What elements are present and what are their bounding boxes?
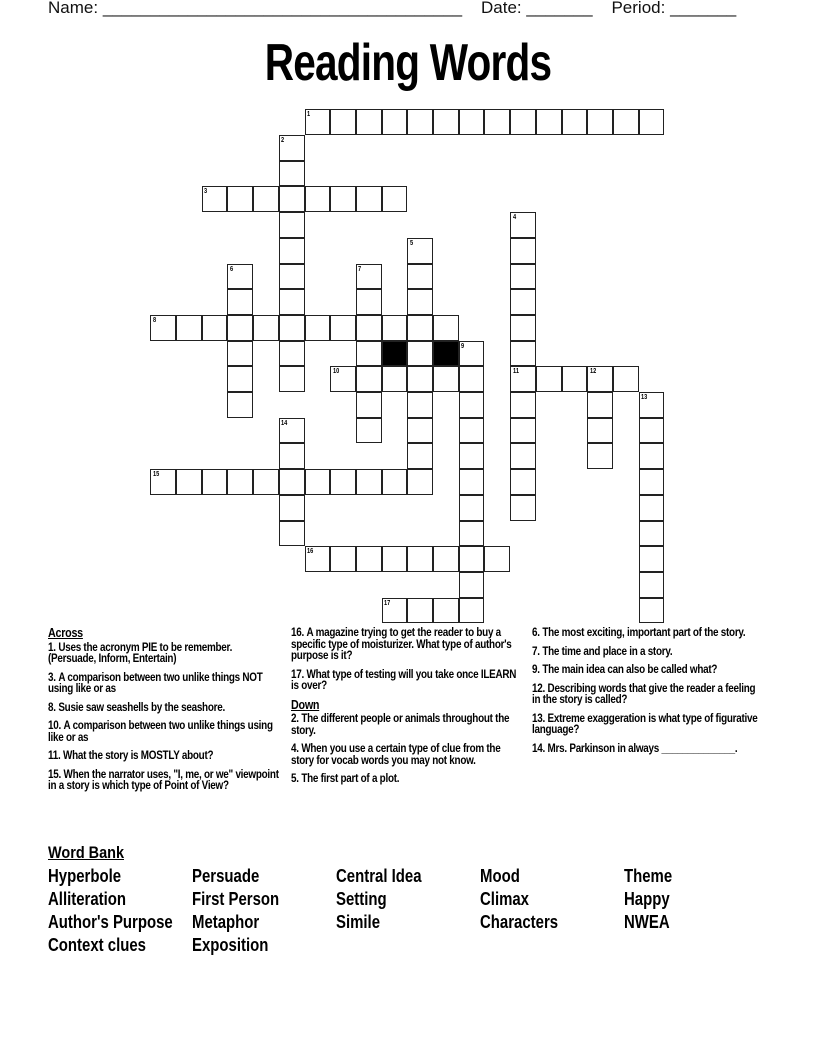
- grid-cell[interactable]: [562, 109, 588, 135]
- grid-cell[interactable]: [510, 495, 536, 521]
- grid-cell[interactable]: [382, 315, 408, 341]
- grid-cell[interactable]: [356, 315, 382, 341]
- grid-cell[interactable]: [639, 418, 665, 444]
- grid-cell[interactable]: [407, 289, 433, 315]
- grid-cell[interactable]: [536, 109, 562, 135]
- word-bank-item: Happy: [624, 889, 670, 909]
- grid-cell[interactable]: [279, 264, 305, 290]
- grid-cell[interactable]: [279, 366, 305, 392]
- grid-cell[interactable]: [536, 366, 562, 392]
- clue-across-10: [48, 721, 280, 744]
- grid-cell[interactable]: [279, 186, 305, 212]
- grid-cell[interactable]: [227, 366, 253, 392]
- clue-text: Mrs. Parkinson in always ______________.: [547, 742, 738, 755]
- clue-across-8: [48, 703, 280, 715]
- clue-text: A comparison between two unlike things using like or as: [48, 720, 273, 744]
- grid-cell[interactable]: [433, 598, 459, 624]
- clue-text: Extreme exaggeration is what type of figurative language?: [532, 712, 758, 736]
- grid-cell[interactable]: [587, 443, 613, 469]
- cell-number: 14: [281, 417, 288, 427]
- word-bank-item: Metaphor: [192, 912, 260, 932]
- grid-cell[interactable]: [253, 315, 279, 341]
- period-blank[interactable]: _______: [670, 0, 737, 17]
- clue-text: Susie saw seashells by the seashore.: [58, 701, 225, 714]
- clues-column-3: [532, 628, 802, 762]
- grid-cell[interactable]: [279, 315, 305, 341]
- grid-cell[interactable]: [356, 469, 382, 495]
- grid-cell[interactable]: [330, 315, 356, 341]
- grid-cell[interactable]: [587, 392, 613, 418]
- grid-cell[interactable]: [459, 109, 485, 135]
- clue-text: The different people or animals throughout the story.: [291, 713, 510, 737]
- grid-cell[interactable]: [382, 469, 408, 495]
- grid-cell[interactable]: [202, 315, 228, 341]
- grid-cell[interactable]: [382, 366, 408, 392]
- grid-cell[interactable]: [510, 392, 536, 418]
- grid-cell[interactable]: [227, 392, 253, 418]
- clue-text: A magazine trying to get the reader to buy a specific type of moisturizer. What type of author's purpose is it?: [291, 627, 512, 662]
- grid-cell[interactable]: [459, 392, 485, 418]
- clue-number: 7.: [532, 645, 540, 658]
- grid-cell[interactable]: [202, 186, 228, 212]
- clue-number: 13.: [532, 712, 545, 725]
- clue-number: 16.: [291, 627, 304, 639]
- grid-cell[interactable]: [510, 289, 536, 315]
- across-heading: Across: [48, 626, 83, 640]
- clue-number: 2.: [291, 713, 299, 725]
- clues-column-2: [291, 628, 561, 793]
- grid-cell[interactable]: [330, 109, 356, 135]
- word-bank-item: Theme: [624, 866, 673, 886]
- grid-cell[interactable]: [433, 109, 459, 135]
- grid-cell[interactable]: [510, 469, 536, 495]
- clue-number: 9.: [532, 664, 540, 676]
- clue-down-6: [532, 628, 764, 640]
- grid-cell[interactable]: [459, 521, 485, 547]
- clue-text: The most exciting, important part of the story.: [542, 627, 746, 639]
- clue-number: 6.: [532, 627, 540, 639]
- grid-cell[interactable]: [510, 418, 536, 444]
- clue-down-5: [291, 774, 523, 786]
- grid-cell[interactable]: [279, 469, 305, 495]
- clue-text: The first part of a plot.: [301, 773, 400, 785]
- grid-cell[interactable]: [587, 109, 613, 135]
- grid-cell[interactable]: [407, 264, 433, 290]
- clue-down-2: [291, 714, 523, 737]
- grid-cell[interactable]: [330, 546, 356, 572]
- cell-number: 4: [512, 212, 516, 222]
- cell-number: 6: [229, 263, 234, 273]
- grid-cell[interactable]: [407, 392, 433, 418]
- grid-cell[interactable]: [510, 443, 536, 469]
- grid-cell[interactable]: [305, 546, 331, 572]
- grid-cell[interactable]: [356, 366, 382, 392]
- clue-across-16: [291, 628, 523, 663]
- clue-text: Describing words that give the reader a feeling in the story is called?: [532, 682, 756, 706]
- cell-number: 17: [384, 597, 391, 607]
- grid-cell[interactable]: [330, 186, 356, 212]
- cell-number: 16: [307, 546, 314, 556]
- word-bank-item: Author's Purpose: [48, 912, 173, 932]
- grid-cell[interactable]: [510, 212, 536, 238]
- grid-cell[interactable]: [407, 469, 433, 495]
- grid-cell[interactable]: [279, 161, 305, 187]
- grid-cell[interactable]: [639, 546, 665, 572]
- clue-number: 10.: [48, 720, 61, 732]
- grid-cell[interactable]: [305, 109, 331, 135]
- cell-number: 7: [358, 263, 362, 273]
- clue-across-15: [48, 770, 280, 793]
- grid-cell[interactable]: [227, 289, 253, 315]
- grid-cell[interactable]: [279, 212, 305, 238]
- grid-cell[interactable]: [356, 289, 382, 315]
- grid-cell[interactable]: [459, 341, 485, 367]
- clue-text: What the story is MOSTLY about?: [63, 750, 214, 762]
- clue-down-9: [532, 665, 764, 677]
- grid-cell[interactable]: [253, 186, 279, 212]
- grid-cell[interactable]: [227, 264, 253, 290]
- clue-text: Uses the acronym PIE to be remember. (Persuade, Inform, Entertain): [48, 641, 233, 665]
- grid-cell[interactable]: [202, 469, 228, 495]
- grid-cell[interactable]: [587, 418, 613, 444]
- clues-column-1: [48, 628, 318, 800]
- cell-number: 13: [641, 392, 648, 402]
- word-bank-item: Central Idea: [336, 866, 422, 886]
- grid-cell[interactable]: [176, 469, 202, 495]
- grid-cell[interactable]: [639, 109, 665, 135]
- grid-cell[interactable]: [176, 315, 202, 341]
- grid-cell[interactable]: [150, 315, 176, 341]
- grid-cell[interactable]: [407, 443, 433, 469]
- word-bank-item: Hyperbole: [48, 866, 122, 886]
- clue-across-1: [48, 643, 280, 666]
- grid-cell[interactable]: [382, 546, 408, 572]
- clue-text: A comparison between two unlike things NOT using like or as: [48, 671, 263, 695]
- clue-text: The time and place in a story.: [542, 645, 673, 658]
- clue-number: 3.: [48, 671, 56, 684]
- grid-cell[interactable]: [330, 469, 356, 495]
- grid-cell[interactable]: [562, 366, 588, 392]
- cell-number: 9: [461, 340, 465, 350]
- grid-cell[interactable]: [459, 495, 485, 521]
- grid-cell[interactable]: [227, 469, 253, 495]
- grid-cell[interactable]: [639, 572, 665, 598]
- word-bank-item: Characters: [480, 912, 559, 932]
- grid-cell[interactable]: [253, 469, 279, 495]
- grid-cell[interactable]: [407, 109, 433, 135]
- grid-cell[interactable]: [305, 315, 331, 341]
- grid-cell[interactable]: [356, 418, 382, 444]
- grid-cell[interactable]: [407, 546, 433, 572]
- word-bank-item: Setting: [336, 889, 387, 909]
- word-bank-item: First Person: [192, 889, 280, 909]
- grid-cell[interactable]: [356, 186, 382, 212]
- grid-cell[interactable]: [407, 341, 433, 367]
- grid-cell[interactable]: [613, 366, 639, 392]
- word-bank: [48, 843, 673, 955]
- cell-number: 3: [204, 186, 208, 196]
- grid-cell[interactable]: [279, 418, 305, 444]
- grid-cell[interactable]: [356, 341, 382, 367]
- grid-cell[interactable]: [433, 366, 459, 392]
- grid-cell[interactable]: [613, 109, 639, 135]
- cell-number: 12: [589, 366, 597, 376]
- clue-down-7: [532, 647, 764, 659]
- clue-down-13: [532, 714, 764, 737]
- grid-cell[interactable]: [459, 572, 485, 598]
- clue-number: 17.: [291, 668, 304, 681]
- black-cell: [382, 341, 408, 367]
- grid-cell[interactable]: [279, 521, 305, 547]
- grid-cell[interactable]: [639, 392, 665, 418]
- grid-cell[interactable]: [227, 341, 253, 367]
- name-blank[interactable]: ______________________________________: [102, 0, 463, 17]
- grid-cell[interactable]: [279, 289, 305, 315]
- black-cell: [433, 341, 459, 367]
- clue-down-14: [532, 744, 764, 756]
- clue-number: 4.: [291, 743, 299, 755]
- grid-cell[interactable]: [510, 315, 536, 341]
- clue-text: The main idea can also be called what?: [542, 664, 718, 676]
- clue-text: When you use a certain type of clue from the story for vocab words you may not know.: [291, 743, 501, 767]
- grid-cell[interactable]: [305, 186, 331, 212]
- grid-cell[interactable]: [279, 238, 305, 264]
- grid-cell[interactable]: [407, 315, 433, 341]
- cell-number: 11: [512, 366, 519, 376]
- grid-cell[interactable]: [433, 546, 459, 572]
- word-bank-item: Exposition: [192, 935, 269, 955]
- grid-cell[interactable]: [330, 366, 356, 392]
- clue-across-11: [48, 751, 280, 763]
- grid-cell[interactable]: [510, 341, 536, 367]
- clue-number: 12.: [532, 682, 545, 695]
- grid-cell[interactable]: [382, 109, 408, 135]
- down-heading: Down: [291, 697, 320, 712]
- grid-cell[interactable]: [227, 186, 253, 212]
- word-bank-title: Word Bank: [48, 843, 125, 862]
- clue-text: When the narrator uses, "I, me, or we" viewpoint in a story is which type of Point of View?: [48, 768, 279, 792]
- grid-cell[interactable]: [459, 598, 485, 624]
- grid-cell[interactable]: [639, 598, 665, 624]
- grid-cell[interactable]: [639, 469, 665, 495]
- page-title: Reading Words: [264, 34, 552, 92]
- clue-down-12: [532, 684, 764, 707]
- cell-number: 1: [307, 109, 311, 119]
- grid-cell[interactable]: [279, 341, 305, 367]
- grid-cell[interactable]: [407, 366, 433, 392]
- grid-cell[interactable]: [407, 418, 433, 444]
- grid-cell[interactable]: [484, 546, 510, 572]
- clue-text: What type of testing will you take once ILEARN is over?: [291, 668, 517, 692]
- clue-across-17: [291, 670, 523, 693]
- grid-cell[interactable]: [407, 238, 433, 264]
- grid-cell[interactable]: [510, 366, 536, 392]
- cell-number: 15: [152, 469, 160, 479]
- word-bank-item: Mood: [480, 866, 520, 886]
- clue-number: 5.: [291, 773, 299, 785]
- word-bank-item: Context clues: [48, 935, 146, 955]
- grid-cell[interactable]: [639, 495, 665, 521]
- word-bank-item: Alliteration: [48, 889, 127, 909]
- grid-cell[interactable]: [382, 598, 408, 624]
- grid-cell[interactable]: [433, 315, 459, 341]
- cell-number: 2: [281, 135, 285, 145]
- clue-number: 1.: [48, 641, 56, 654]
- clue-number: 14.: [532, 742, 545, 755]
- clue-number: 8.: [48, 701, 56, 714]
- grid-cell[interactable]: [279, 443, 305, 469]
- grid-cell[interactable]: [510, 264, 536, 290]
- cell-number: 8: [152, 314, 156, 324]
- grid-cell[interactable]: [279, 495, 305, 521]
- grid-cell[interactable]: [356, 109, 382, 135]
- grid-cell[interactable]: [150, 469, 176, 495]
- grid-cell[interactable]: [356, 546, 382, 572]
- date-label: Date:: [481, 0, 522, 17]
- name-label: Name:: [48, 0, 99, 17]
- clue-down-4: [291, 744, 523, 767]
- grid-cell[interactable]: [227, 315, 253, 341]
- word-bank-item: Persuade: [192, 866, 260, 886]
- grid-cell[interactable]: [510, 109, 536, 135]
- cell-number: 10: [332, 366, 340, 376]
- date-blank[interactable]: _______: [526, 0, 593, 17]
- word-bank-item: NWEA: [624, 912, 670, 932]
- grid-cell[interactable]: [356, 392, 382, 418]
- clue-number: 15.: [48, 768, 61, 781]
- period-label: Period:: [611, 0, 666, 17]
- grid-cell[interactable]: [459, 443, 485, 469]
- grid-cell[interactable]: [639, 443, 665, 469]
- clue-across-3: [48, 673, 280, 696]
- word-bank-item: Climax: [480, 889, 529, 909]
- grid-cell[interactable]: [382, 186, 408, 212]
- grid-cell[interactable]: [587, 366, 613, 392]
- word-bank-item: Simile: [336, 912, 381, 932]
- grid-cell[interactable]: [305, 469, 331, 495]
- grid-cell[interactable]: [459, 469, 485, 495]
- grid-cell[interactable]: [484, 109, 510, 135]
- grid-cell[interactable]: [356, 264, 382, 290]
- grid-cell[interactable]: [279, 135, 305, 161]
- grid-cell[interactable]: [459, 546, 485, 572]
- grid-cell[interactable]: [510, 238, 536, 264]
- cell-number: 5: [409, 237, 413, 247]
- grid-cell[interactable]: [459, 366, 485, 392]
- grid-cell[interactable]: [459, 418, 485, 444]
- clue-number: 11.: [48, 750, 61, 762]
- grid-cell[interactable]: [639, 521, 665, 547]
- grid-cell[interactable]: [407, 598, 433, 624]
